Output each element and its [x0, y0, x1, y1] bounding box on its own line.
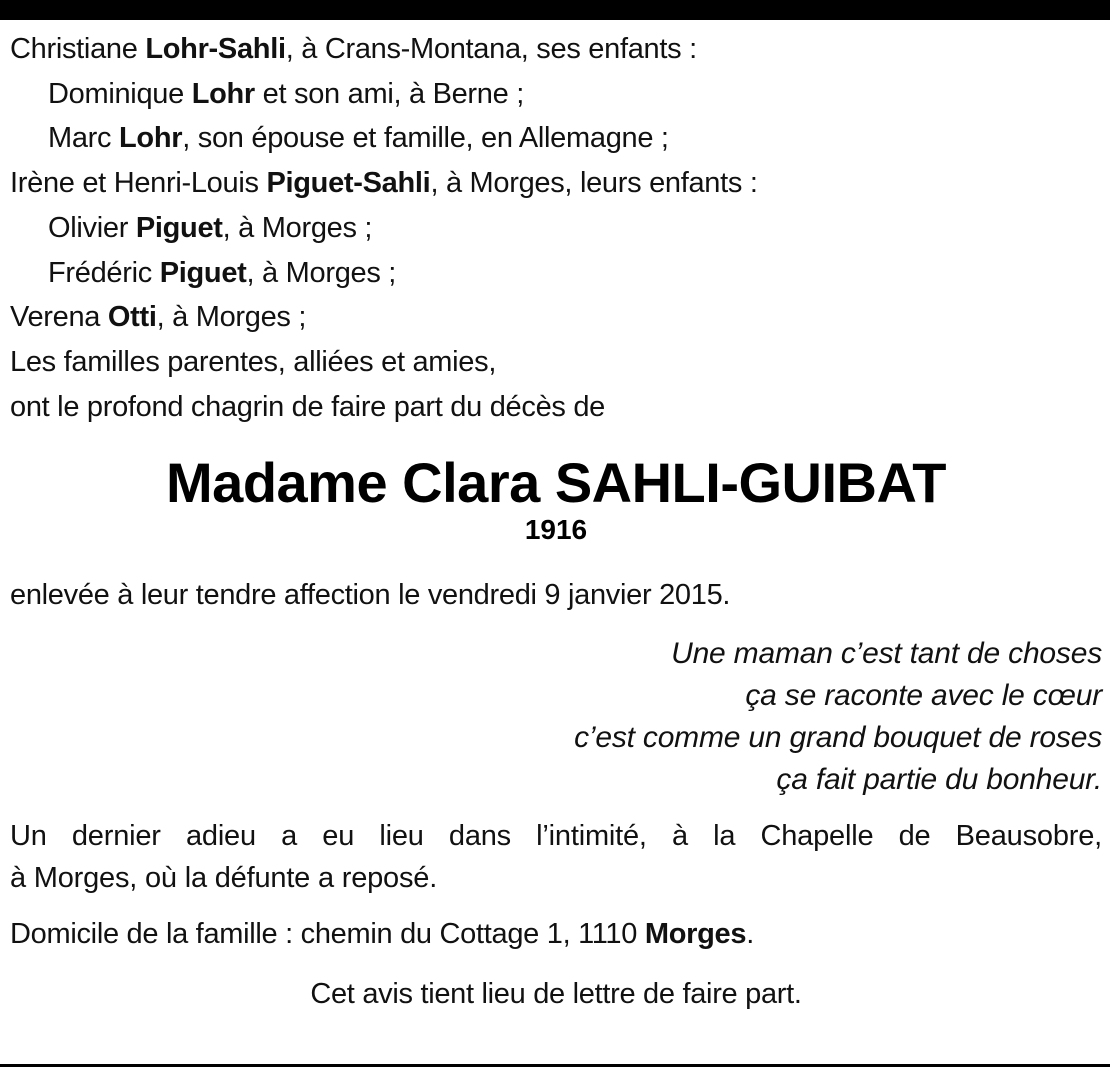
family-line-verena: Verena Otti, à Morges ; — [10, 301, 307, 334]
family-line-olivier: Olivier Piguet, à Morges ; — [48, 211, 373, 244]
farewell-line-2: à Morges, où la défunte a reposé. — [10, 862, 438, 895]
obituary-notice — [10, 27, 1102, 1015]
family-surname: Lohr-Sahli — [145, 33, 286, 65]
poem — [10, 633, 1102, 801]
poem-line: Une maman c’est tant de choses — [671, 637, 1102, 671]
domicile-city: Morges — [644, 918, 747, 951]
farewell-line-1: Un dernier adieu a eu lieu dans l’intimité, à la Chapelle de Beausobre, — [10, 820, 1102, 853]
family-line-dominique: Dominique Lohr et son ami, à Berne ; — [48, 77, 524, 110]
family-line-announcement: ont le profond chagrin de faire part du décès de — [10, 390, 606, 423]
bottom-border-rule — [0, 1064, 1110, 1067]
deceased-birth-year: 1916 — [524, 514, 588, 546]
family-line-christiane: Christiane Lohr-Sahli, à Crans-Montana, ses enfants : — [10, 33, 697, 65]
family-surname: Lohr — [191, 77, 255, 110]
family-list — [10, 27, 1102, 429]
poem-line: ça fait partie du bonheur. — [776, 763, 1102, 797]
deceased-name: Madame Clara SAHLI-GUIBAT — [166, 451, 946, 515]
family-surname: Lohr — [119, 122, 183, 155]
death-date-line: enlevée à leur tendre affection le vendredi 9 janvier 2015. — [10, 579, 731, 612]
poem-line: ça se raconte avec le cœur — [745, 679, 1102, 713]
farewell-paragraph — [10, 815, 1102, 899]
family-line-frederic: Frédéric Piguet, à Morges ; — [48, 256, 397, 289]
family-line-relatives: Les familles parentes, alliées et amies, — [10, 345, 497, 378]
family-surname: Otti — [107, 301, 157, 334]
top-border-rule — [0, 0, 1110, 20]
family-line-irene-henri-louis: Irène et Henri-Louis Piguet-Sahli, à Morges, leurs enfants : — [10, 167, 758, 200]
family-surname: Piguet — [159, 256, 247, 289]
poem-line: c’est comme un grand bouquet de roses — [574, 721, 1102, 755]
closing-note: Cet avis tient lieu de lettre de faire part. — [310, 978, 802, 1011]
family-line-marc: Marc Lohr, son épouse et famille, en Allemagne ; — [48, 122, 669, 155]
family-surname: Piguet-Sahli — [266, 167, 431, 200]
family-domicile: Domicile de la famille : chemin du Cottage 1, 1110 Morges. — [10, 918, 754, 951]
family-surname: Piguet — [135, 211, 223, 244]
